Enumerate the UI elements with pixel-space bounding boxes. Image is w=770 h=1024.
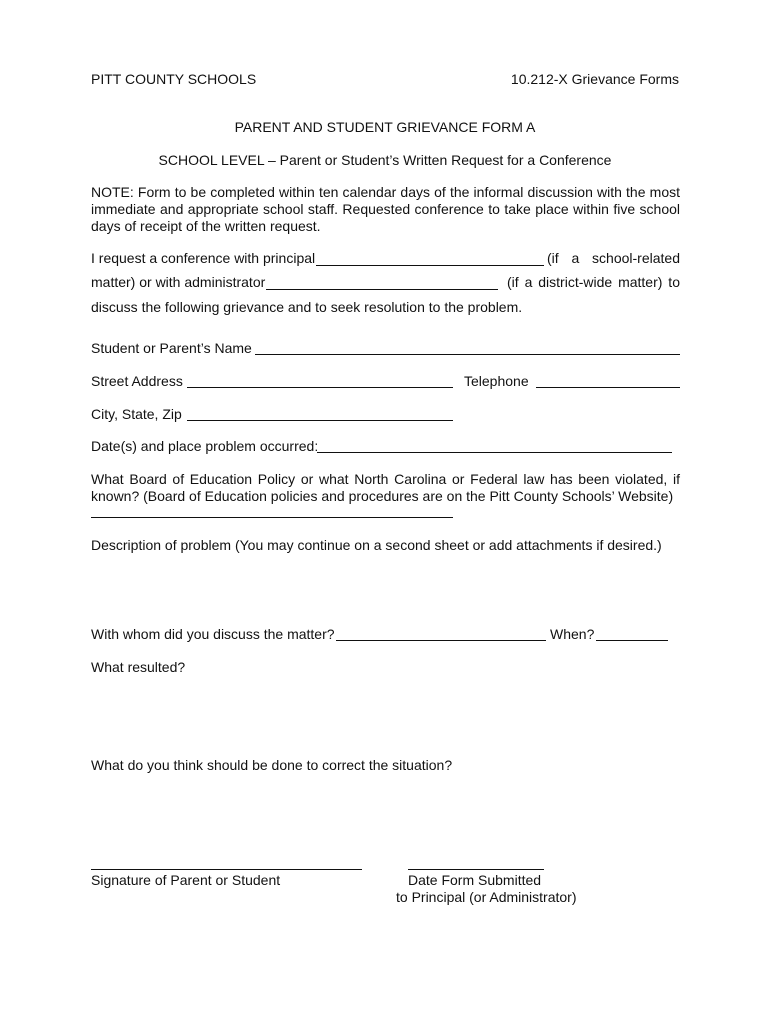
date-submitted-field[interactable] bbox=[408, 869, 544, 870]
request-line-3: discuss the following grievance and to seek resolution to the problem. bbox=[91, 299, 523, 315]
name-field[interactable] bbox=[255, 354, 680, 355]
resulted-label: What resulted? bbox=[91, 659, 186, 675]
form-subtitle: SCHOOL LEVEL – Parent or Student’s Written Request for a Conference bbox=[158, 152, 612, 168]
date-submitted-label: Date Form Submitted bbox=[408, 872, 542, 888]
city-field[interactable] bbox=[187, 420, 453, 421]
form-note: NOTE: Form to be completed within ten calendar days of the informal discussion with the most immediate and appropriate school staff. Requested conference to take place within five school days of receipt of the written request. bbox=[91, 184, 680, 234]
request-school-related-label: (if a school-related bbox=[547, 250, 680, 266]
policy-question: What Board of Education Policy or what North Carolina or Federal law has been violated, if known? (Board of Education policies and procedures are on the Pitt County Schools’ Website) bbox=[91, 471, 680, 504]
date-submitted-sublabel: to Principal (or Administrator) bbox=[396, 889, 577, 905]
city-label: City, State, Zip bbox=[91, 406, 182, 422]
request-line-1 bbox=[91, 250, 680, 267]
administrator-name-field[interactable] bbox=[266, 289, 498, 290]
policy-field[interactable] bbox=[91, 517, 453, 518]
request-district-wide-label: (if a district-wide matter) to bbox=[507, 274, 680, 290]
street-field[interactable] bbox=[187, 387, 453, 388]
header-right: 10.212-X Grievance Forms bbox=[510, 71, 679, 87]
request-line-2 bbox=[91, 274, 680, 291]
signature-label: Signature of Parent or Student bbox=[91, 872, 281, 888]
principal-name-field[interactable] bbox=[316, 265, 544, 266]
description-area[interactable] bbox=[91, 558, 680, 618]
resulted-area[interactable] bbox=[91, 680, 680, 750]
street-label: Street Address bbox=[91, 373, 183, 389]
discussed-label: With whom did you discuss the matter? bbox=[91, 626, 335, 642]
signature-field[interactable] bbox=[91, 869, 362, 870]
telephone-field[interactable] bbox=[536, 387, 680, 388]
description-label: Description of problem (You may continue on a second sheet or add attachments if desired.) bbox=[91, 537, 662, 553]
header-left: PITT COUNTY SCHOOLS bbox=[91, 71, 257, 87]
when-field[interactable] bbox=[596, 640, 668, 641]
correct-area[interactable] bbox=[91, 778, 680, 848]
request-principal-label: I request a conference with principal bbox=[91, 250, 316, 266]
dates-label: Date(s) and place problem occurred: bbox=[91, 438, 319, 454]
discussed-field[interactable] bbox=[336, 640, 546, 641]
telephone-label: Telephone bbox=[464, 373, 529, 389]
request-administrator-label: matter) or with administrator bbox=[91, 274, 266, 290]
correct-label: What do you think should be done to correct the situation? bbox=[91, 757, 453, 773]
dates-field[interactable] bbox=[317, 452, 672, 453]
name-label: Student or Parent’s Name bbox=[91, 340, 252, 356]
when-label: When? bbox=[550, 626, 595, 642]
form-title: PARENT AND STUDENT GRIEVANCE FORM A bbox=[234, 119, 536, 135]
